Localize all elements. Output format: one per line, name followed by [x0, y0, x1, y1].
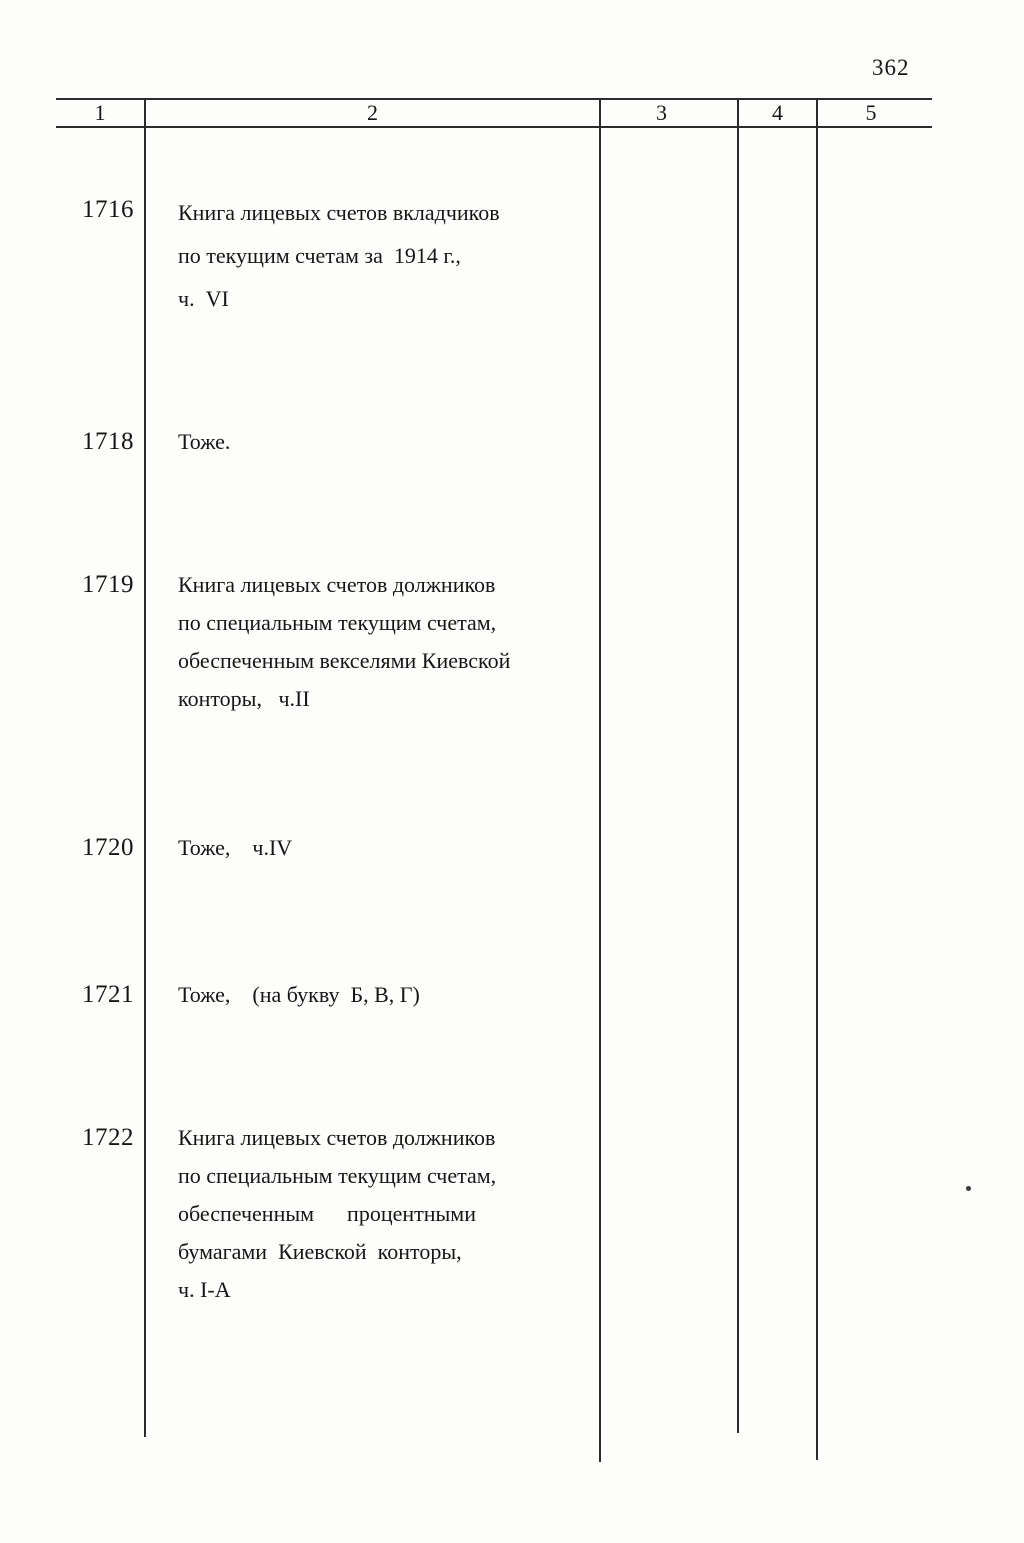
text-line: Тоже, (на букву Б, В, Г)	[178, 982, 420, 1007]
text-line: Книга лицевых счетов вкладчиков	[178, 200, 500, 225]
entry-description	[178, 976, 593, 1014]
entry-description	[178, 829, 593, 867]
text-line: Тоже.	[178, 429, 231, 454]
scan-artifact-dot	[966, 1186, 971, 1191]
text-line: бумагами Киевской конторы,	[178, 1239, 462, 1264]
text-line: Тоже, ч.IV	[178, 835, 293, 860]
entry-description	[178, 1119, 593, 1309]
entry-number: 1721	[82, 981, 134, 1008]
entry-description	[178, 191, 593, 320]
column-header-4: 4	[772, 100, 783, 125]
column-header-1: 1	[94, 100, 106, 125]
column-divider-3	[737, 100, 739, 1433]
entry-number: 1720	[82, 834, 134, 861]
entry-number: 1716	[82, 196, 134, 223]
text-line: обеспеченным векселями Киевской	[178, 648, 511, 673]
column-header-3: 3	[656, 100, 667, 125]
text-line: Книга лицевых счетов должников	[178, 572, 496, 597]
table-header-rule	[56, 126, 932, 128]
column-divider-2	[599, 100, 601, 1462]
entry-number: 1722	[82, 1124, 134, 1151]
column-divider-1	[144, 100, 146, 1437]
entry-description	[178, 423, 593, 461]
column-header-2: 2	[367, 100, 378, 125]
page-number: 362	[872, 55, 910, 80]
text-line: ч. I-А	[178, 1277, 231, 1302]
entry-description	[178, 566, 593, 718]
text-line: обеспеченным процентными	[178, 1201, 476, 1226]
entry-number: 1719	[82, 571, 134, 598]
entry-number: 1718	[82, 428, 134, 455]
text-line: Книга лицевых счетов должников	[178, 1125, 496, 1150]
text-line: конторы, ч.II	[178, 686, 310, 711]
column-divider-4	[816, 100, 818, 1460]
text-line: ч. VI	[178, 286, 229, 311]
column-header-5: 5	[865, 100, 877, 125]
text-line: по специальным текущим счетам,	[178, 610, 497, 635]
text-line: по текущим счетам за 1914 г.,	[178, 243, 461, 268]
text-line: по специальным текущим счетам,	[178, 1163, 497, 1188]
